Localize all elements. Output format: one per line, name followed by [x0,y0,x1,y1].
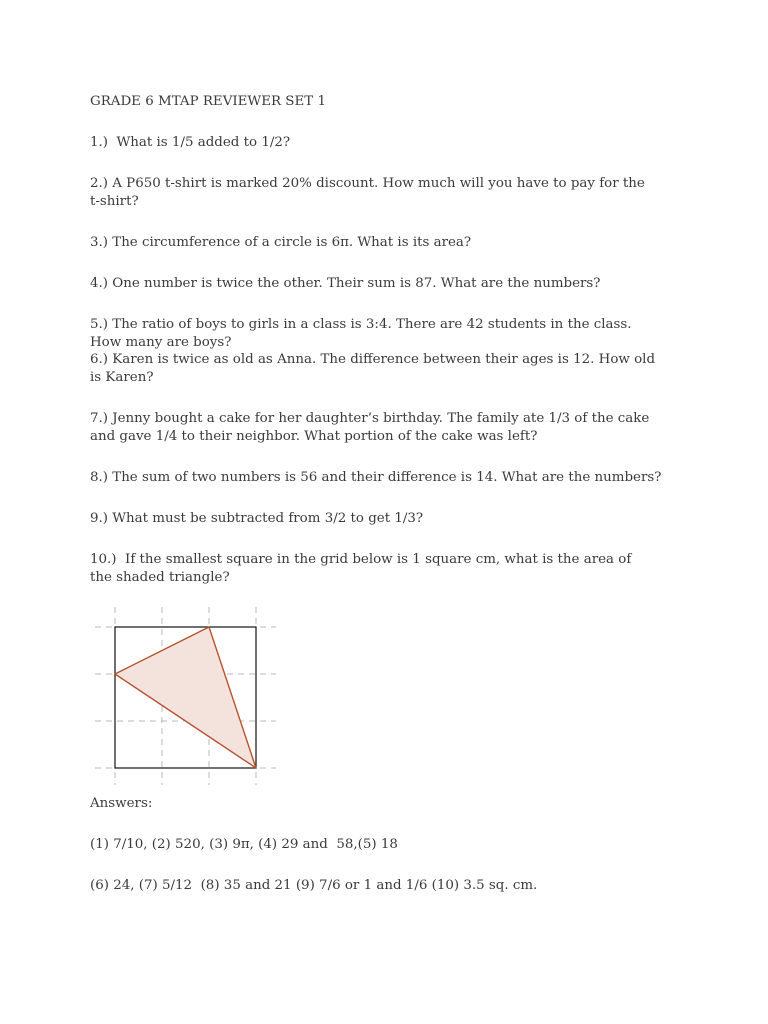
question-3: 3.) The circumference of a circle is 6π. What is its area? [90,235,472,250]
question-9: 9.) What must be subtracted from 3/2 to get 1/3? [90,511,424,526]
answers-line-2: (6) 24, (7) 5/12 (8) 35 and 21 (9) 7/6 or 1 and 1/6 (10) 3.5 sq. cm. [90,878,538,893]
answers-line-1: (1) 7/10, (2) 520, (3) 9π, (4) 29 and 58,(5) 18 [90,837,398,852]
question-7: 7.) Jenny bought a cake for her daughter’s birthday. The family ate 1/3 of the cake and gave 1/4 to their neighbor. What portion of the cake was left? [90,411,654,444]
question-4: 4.) One number is twice the other. Their sum is 87. What are the numbers? [90,276,601,291]
document-title: GRADE 6 MTAP REVIEWER SET 1 [90,94,326,109]
triangle-grid-figure [90,605,290,785]
answers-heading: Answers: [90,796,153,811]
question-1: 1.) What is 1/5 added to 1/2? [90,135,291,150]
shaded-triangle [115,627,256,768]
question-10: 10.) If the smallest square in the grid below is 1 square cm, what is the area of the shaded triangle? [90,552,636,585]
grid-svg [90,605,290,785]
question-5: 5.) The ratio of boys to girls in a class is 3:4. There are 42 students in the class. How many are boys? [90,317,636,350]
question-8: 8.) The sum of two numbers is 56 and their difference is 14. What are the numbers? [90,470,662,485]
question-6: 6.) Karen is twice as old as Anna. The difference between their ages is 12. How old is Karen? [90,352,660,385]
question-2: 2.) A P650 t-shirt is marked 20% discount. How much will you have to pay for the t-shirt? [90,176,650,209]
